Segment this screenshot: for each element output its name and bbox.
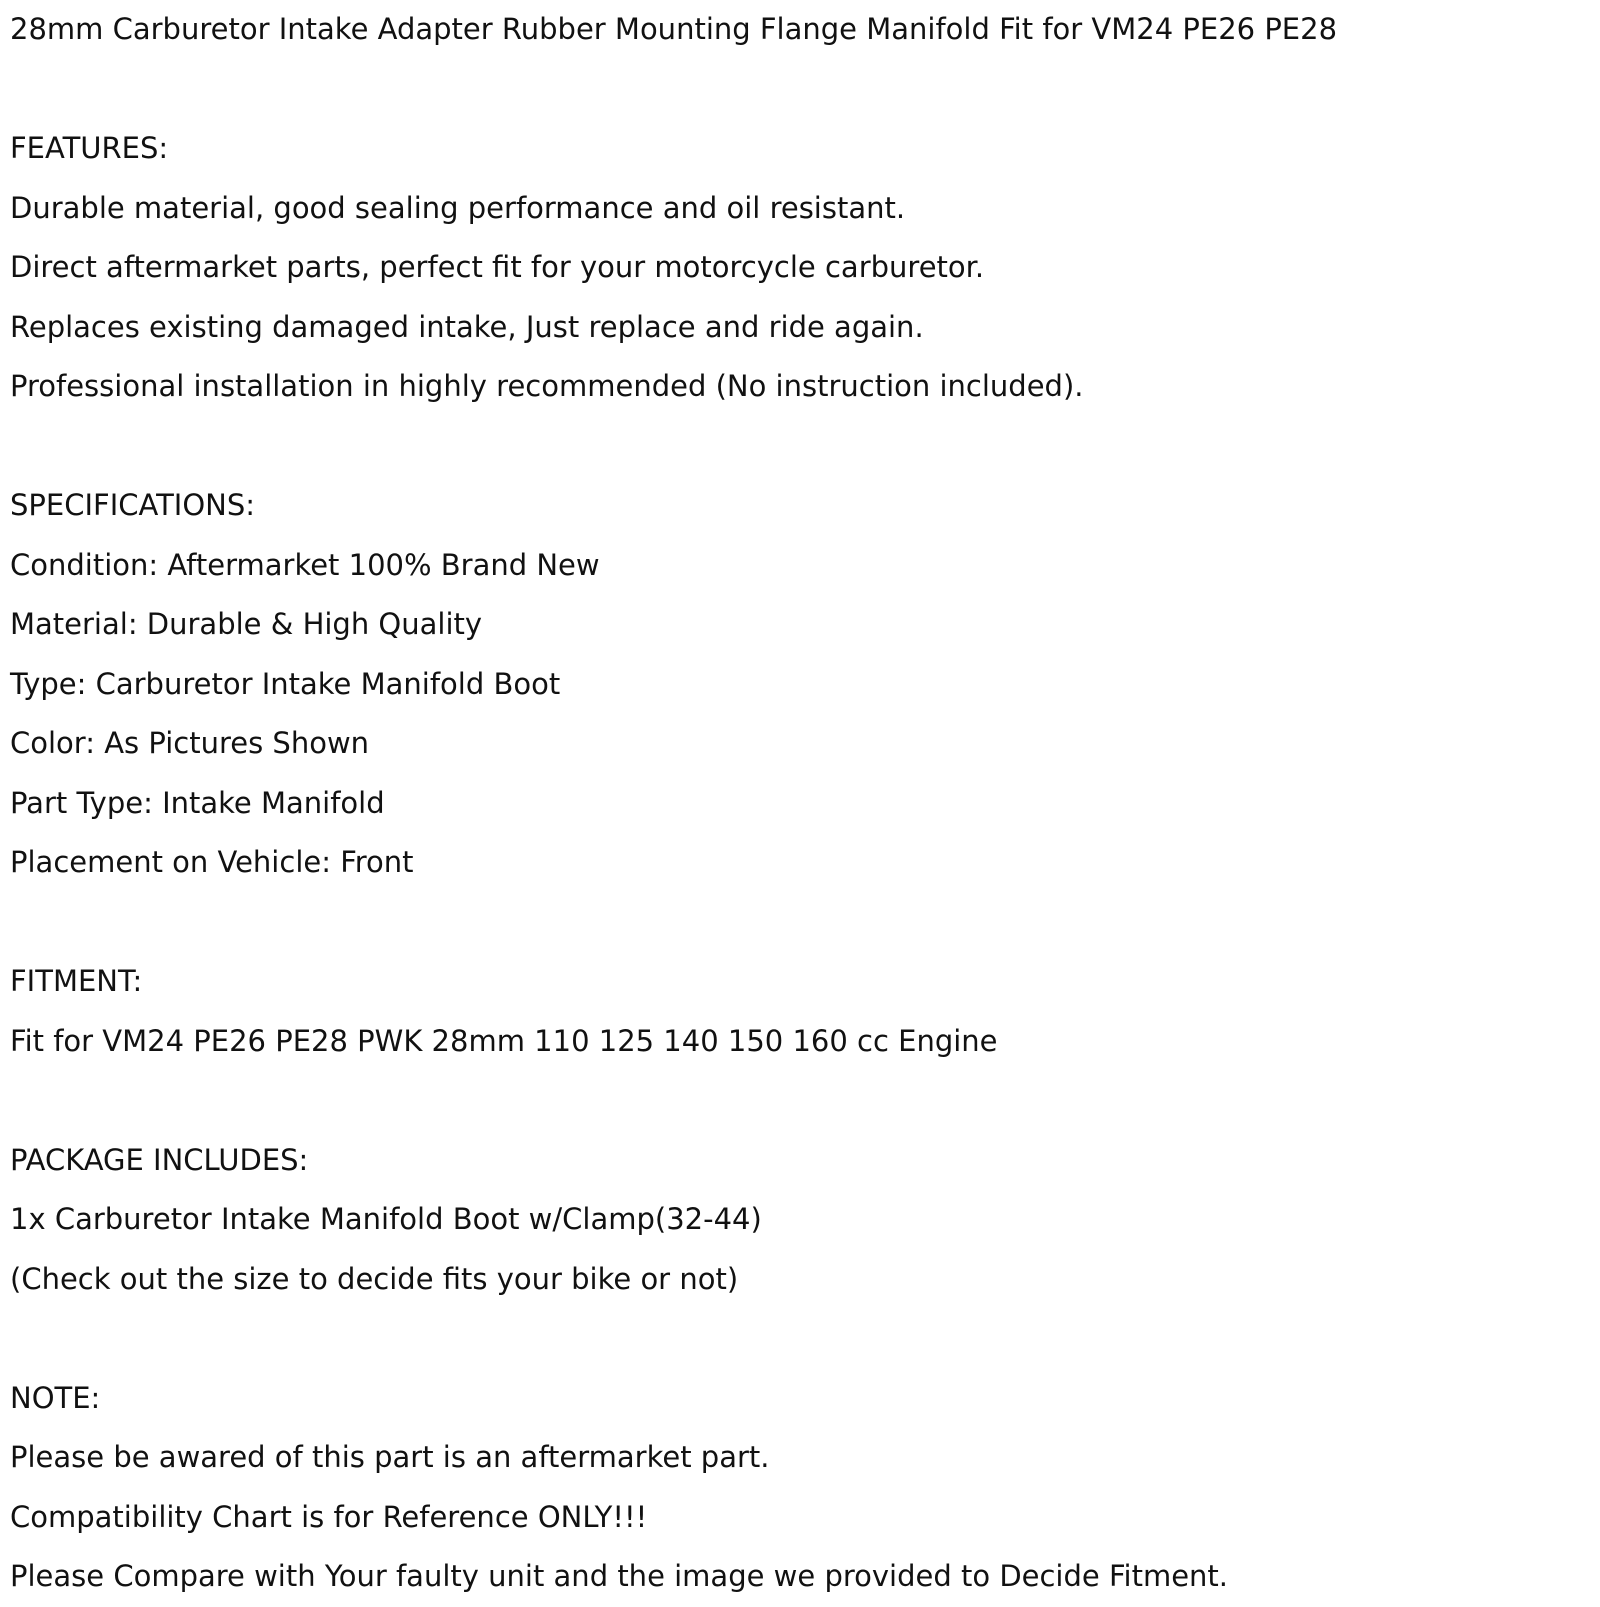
note-item: Compatibility Chart is for Reference ONLY!!!: [10, 1499, 648, 1534]
spacer: [10, 417, 1590, 477]
note-heading: NOTE:: [10, 1380, 101, 1415]
feature-item: Durable material, good sealing performance and oil resistant.: [10, 190, 906, 225]
package-item: 1x Carburetor Intake Manifold Boot w/Clamp(32-44): [10, 1202, 762, 1236]
product-title: 28mm Carburetor Intake Adapter Rubber Mounting Flange Manifold Fit for VM24 PE26 PE28: [10, 12, 1338, 46]
spec-item: Type: Carburetor Intake Manifold Boot: [10, 666, 561, 701]
package-heading: PACKAGE INCLUDES:: [10, 1142, 309, 1177]
spacer: [10, 1309, 1590, 1369]
spec-item: Condition: Aftermarket 100% Brand New: [10, 547, 600, 582]
spacer: [10, 893, 1590, 953]
product-description: [10, 0, 1590, 1607]
spacer: [10, 1071, 1590, 1131]
fitment-heading: FITMENT:: [10, 964, 143, 998]
features-heading: FEATURES:: [10, 131, 169, 165]
spec-item: Part Type: Intake Manifold: [10, 785, 385, 820]
specifications-heading: SPECIFICATIONS:: [10, 488, 256, 522]
package-item: (Check out the size to decide fits your bike or not): [10, 1261, 739, 1296]
feature-item: Professional installation in highly recommended (No instruction included).: [10, 369, 1084, 403]
spacer: [10, 60, 1590, 120]
note-item: Please be awared of this part is an aftermarket part.: [10, 1440, 770, 1474]
feature-item: Replaces existing damaged intake, Just replace and ride again.: [10, 309, 924, 344]
spec-item: Material: Durable & High Quality: [10, 607, 483, 641]
fitment-item: Fit for VM24 PE26 PE28 PWK 28mm 110 125 140 150 160 cc Engine: [10, 1023, 998, 1058]
note-item: Please Compare with Your faulty unit and the image we provided to Decide Fitment.: [10, 1559, 1229, 1593]
spec-item: Color: As Pictures Shown: [10, 726, 370, 760]
spec-item: Placement on Vehicle: Front: [10, 845, 414, 879]
feature-item: Direct aftermarket parts, perfect fit for your motorcycle carburetor.: [10, 250, 985, 284]
